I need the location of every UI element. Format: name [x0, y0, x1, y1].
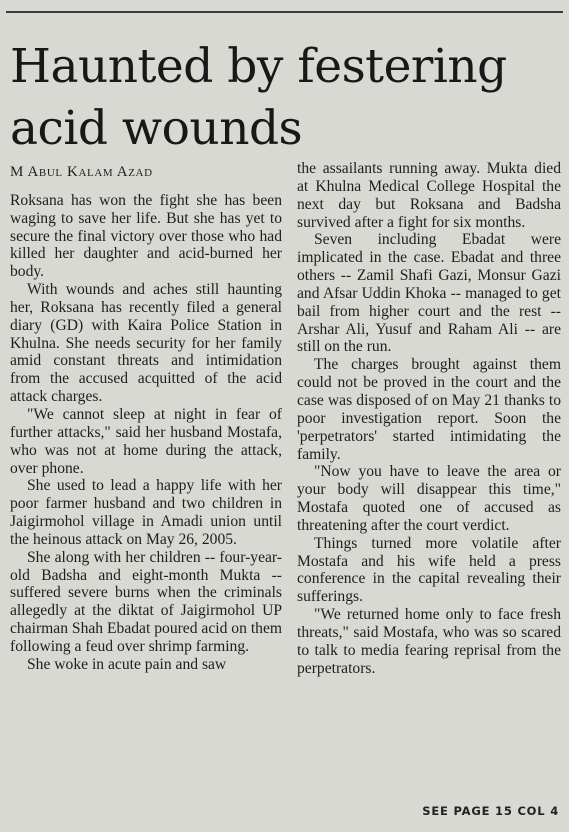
paragraph: Roksana has won the fight she has been waging to save her life. But she has yet to secure the final victory over those who had killed her daughter and acid-burned her body.: [10, 191, 282, 281]
paragraph: She woke in acute pain and saw: [27, 655, 227, 673]
continuation-note: SEE PAGE 15 COL 4: [422, 804, 559, 818]
paragraph: She used to lead a happy life with her poor farmer husband and two children in Jaigirmohol village in Amadi union until the heinous attack on May 26, 2005.: [10, 477, 282, 548]
byline: M Abul Kalam Azad: [10, 164, 153, 180]
top-rule: [6, 11, 563, 13]
paragraph: "Now you have to leave the area or your body will disappear this time," Mostafa quoted one of accused as threatening after the court verdict.: [297, 463, 561, 534]
paragraph: Seven including Ebadat were implicated in the case. Ebadat and three others -- Zamil Shafi Gazi, Monsur Gazi and Afsar Uddin Khoka -- managed to get bail from higher court and the rest -- Arshar Ali, Yusuf and Raham Ali -- are still on the run.: [297, 231, 561, 356]
left-column: [10, 160, 282, 674]
paragraph: the assailants running away. Mukta died at Khulna Medical College Hospital the next day but Roksana and Badsha survived after a fight for six months.: [297, 160, 561, 231]
paragraph: The charges brought against them could not be proved in the court and the case was disposed of on May 21 thanks to poor investigation report. Soon the 'perpetrators' started intimidating the family.: [297, 356, 561, 463]
right-column: [297, 160, 561, 677]
paragraph: "We returned home only to face fresh threats," said Mostafa, who was so scared to talk to media fearing reprisal from the perpetrators.: [297, 606, 561, 677]
paragraph: Things turned more volatile after Mostafa and his wife held a press conference in the capital revealing their sufferings.: [297, 534, 561, 606]
paragraph: "We cannot sleep at night in fear of further attacks," said her husband Mostafa, who was not at home during the attack, over phone.: [10, 405, 282, 477]
paragraph: With wounds and aches still haunting her, Roksana has recently filed a general diary (GD) with Kaira Police Station in Khulna. She needs security for her family amid constant threats and intimidation from the accused acquitted of the acid attack charges.: [10, 281, 282, 406]
headline: Haunted by festering acid wounds: [10, 39, 507, 156]
paragraph: She along with her children -- four-year-old Badsha and eight-month Mukta -- suffered severe burns when the criminals allegedly at the diktat of Jaigirmohol UP chairman Shah Ebadat poured acid on them following a feud over shrimp farming.: [10, 548, 282, 655]
